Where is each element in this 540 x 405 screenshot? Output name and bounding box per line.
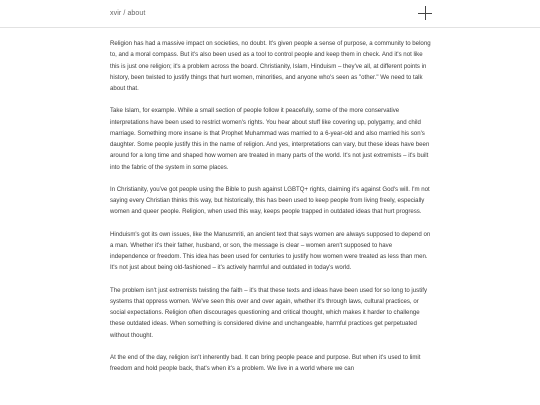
plus-icon[interactable] bbox=[418, 6, 432, 20]
breadcrumb-separator: / bbox=[123, 10, 126, 17]
article-paragraph: In Christianity, you've got people using the Bible to push against LGBTQ+ rights, claiming it's against God's will. I'm not saying every Christian thinks this way, but historically, this has been used to keep people from living freely, especially women and queer people. Religion, when used this way, keeps people trapped in outdated ideas that hurt progress. bbox=[110, 185, 430, 216]
header-divider bbox=[0, 27, 540, 28]
breadcrumb-current-page: about bbox=[127, 10, 146, 17]
article-body bbox=[110, 38, 432, 385]
breadcrumb bbox=[110, 10, 145, 17]
article-paragraph: At the end of the day, religion isn't inherently bad. It can bring people peace and purpose. But when it's used to limit freedom and hold people back, that's when it's a problem. We live in a world where we can bbox=[110, 353, 421, 372]
article-paragraph: The problem isn't just extremists twisting the faith – it's that these texts and ideas have been used for so long to justify systems that oppress women. We've seen this over and over again, whether it's through laws, cultural practices, or social expectations. Religion often discourages questioning and critical thought, which makes it harder to challenge these outdated ideas. When something is considered divine and unchangeable, harmful practices get perpetuated without thought. bbox=[110, 286, 427, 339]
site-header bbox=[0, 0, 540, 28]
breadcrumb-site-link[interactable]: xvir bbox=[110, 10, 122, 17]
article-paragraph: Hinduism's got its own issues, like the Manusmriti, an ancient text that says women are always supposed to depend on a man. Whether it's their father, husband, or son, the message is clear – women aren't supposed to have independence or freedom. This idea has been used for centuries to justify how women were treated as less than men. It's not just about being old-fashioned – it's actively harmful and outdated in today's world. bbox=[110, 230, 431, 272]
article-paragraph: Take Islam, for example. While a small section of people follow it peacefully, some of the more conservative interpretations have been used to restrict women's rights. You hear about stuff like covering up, polygamy, and child marriage. Something more insane is that Prophet Muhammad was married to a 6-year-old and also married his son's daughter. Some people justify this in the name of religion. And yes, interpretations can vary, but these ideas have been around for a long time and shaped how women are treated in many parts of the world. It's not just extremists – it's built into the fabric of the system in some places. bbox=[110, 107, 430, 171]
article-paragraph: Religion has had a massive impact on societies, no doubt. It's given people a sense of purpose, a community to belong to, and a moral compass. But it's also been used as a tool to control people and keep them in check. And it's not like this is just one religion; it's a problem across the board. Christianity, Islam, Hinduism – they've all, at different points in history, been twisted to justify things that hurt women, minorities, and anyone who's seen as "other." We need to talk about that. bbox=[110, 40, 431, 92]
